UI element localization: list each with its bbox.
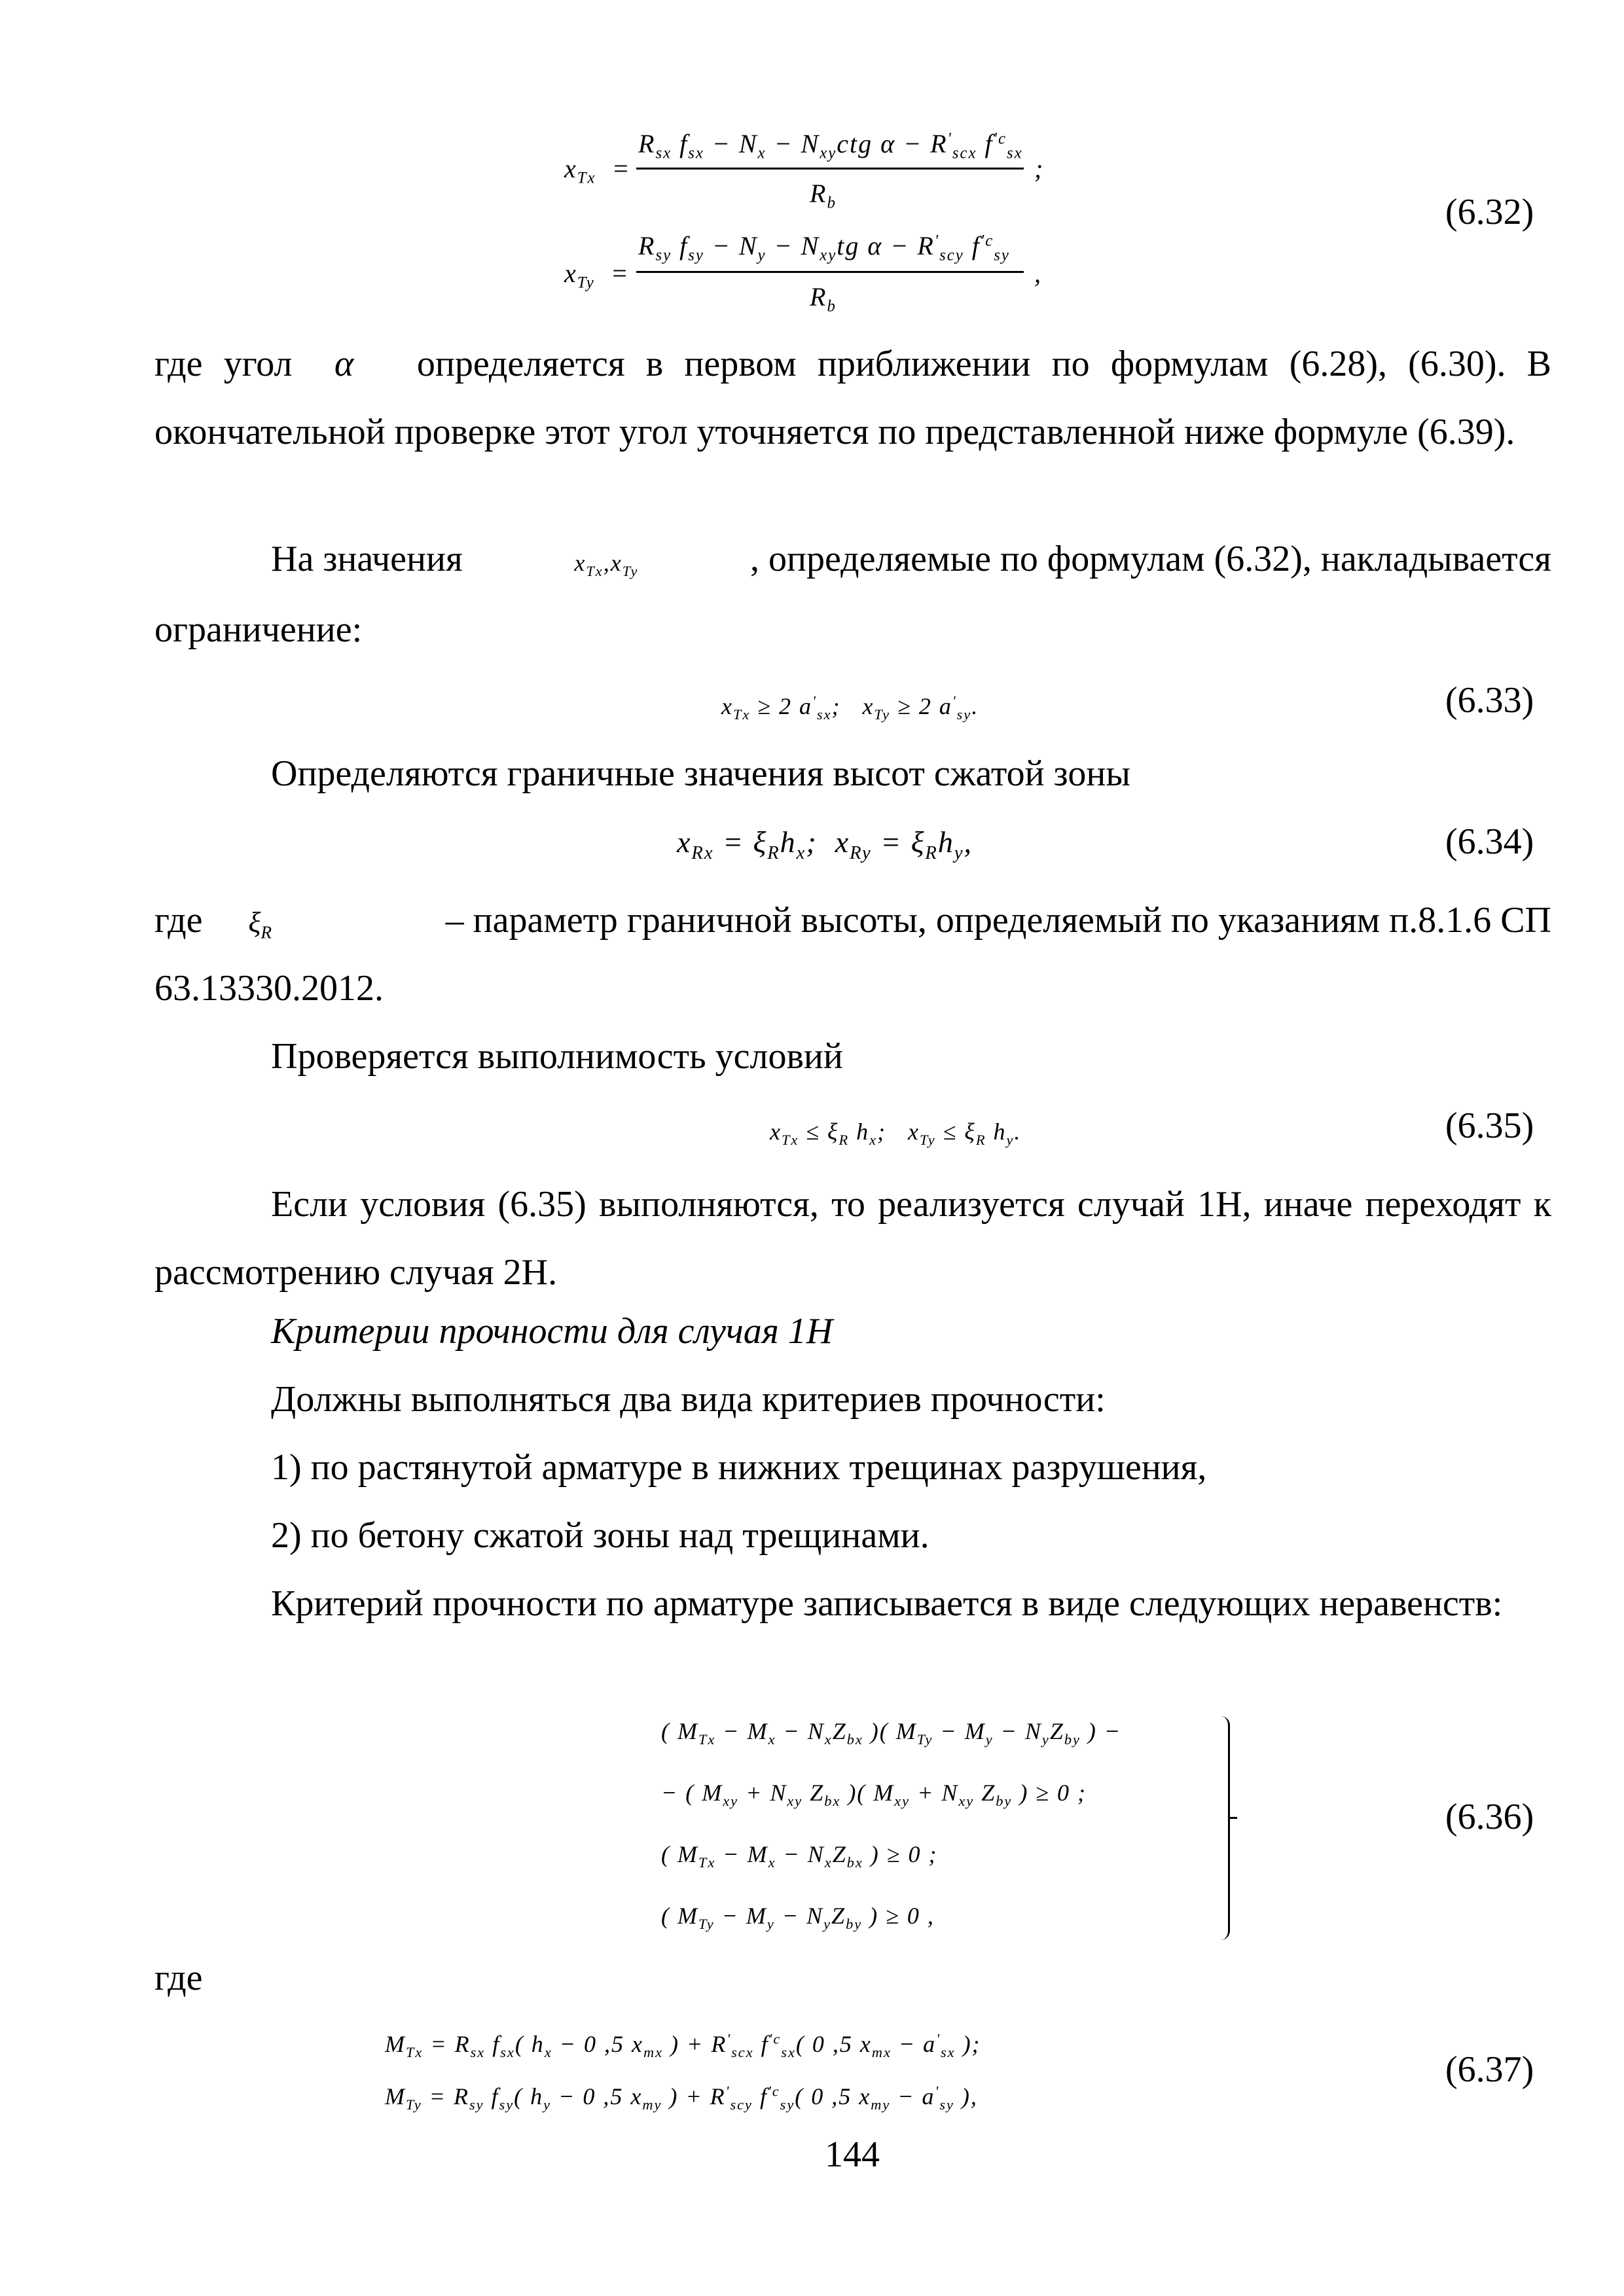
eq635-formula: $x_{Tx} \le \xi_R$ $h_x$; $x_{Ty} \le \xi_R$ $h_y$. [770,1119,1022,1148]
xi-r-symbol: $\xi_R$ [248,906,272,942]
alpha-symbol: α [334,344,354,384]
eq634-number: (6.34) [1445,821,1534,862]
paragraph-values-line1: На значения $x_{Tx},x_{Ty}$ , определяемые по формулам (6.32), накладывается [271,539,1551,579]
eq632-denominator-2: $R_b$ [810,282,837,315]
paragraph-check-conditions: Проверяется выполнимость условий [271,1036,843,1077]
paragraph-reinforcement-criterion: Критерий прочности по арматуре записывается в виде следующих неравенств: [271,1583,1503,1624]
paragraph-boundary-heights: Определяются граничные значения высот сжатой зоны [271,753,1130,794]
paragraph-case-1h: Если условия (6.35) выполняются, то реализуется случай 1Н, иначе переходят к рассмотрению случая 2Н. [154,1184,1551,1293]
page-number: 144 [825,2134,880,2175]
eq632-numerator-1: $R_{sx}$ $f_{sx} - N_x - N_{xy}ctg$ $\alpha - R'_{scx}$ $f^{'c}_{sx}$ [638,129,1023,162]
list-item-1: 1) по растянутой арматуре в нижних трещинах разрушения, [271,1447,1207,1488]
eq632-number: (6.32) [1445,192,1534,232]
eq636-line1: ( $M_{Tx} - M_x - N_xZ_{bx}$ )( $M_{Ty} - M_y - N_yZ_{by}$ ) − [661,1718,1122,1748]
eq636-brace-lower [1219,1827,1230,1940]
eq632-semicolon: ; [1034,154,1045,183]
eq633-formula: $x_{Tx} \ge 2$ $a'_{sx}$; $x_{Ty} \ge 2$ $a'_{sy}$. [721,692,979,723]
list-item-2: 2) по бетону сжатой зоны над трещинами. [271,1515,929,1556]
paragraph-values-line2: ограничение: [154,609,363,650]
eq632-comma: , [1034,259,1042,288]
paragraph-xi-r-line1: где $\xi_R$ – параметр граничной высоты, определяемый по указаниям п.8.1.6 СП [154,900,1551,942]
eq636-line3: ( $M_{Tx} - M_x - N_xZ_{bx}$ ) ≥ 0 ; [661,1841,938,1871]
eq632-fraction-bar-2 [636,271,1024,273]
eq633-number: (6.33) [1445,680,1534,721]
paragraph-xi-r-line2: 63.13330.2012. [154,968,384,1009]
eq637-line1: $M_{Tx} = R_{sx}$ $f_{sx}$( $h_x - 0$ ,5 $x_{mx}$ ) + $R'_{scx}$ $f^{'c}_{sx}$( 0 ,5 $x_{mx} - a'_{sx}$ ); [385,2030,981,2060]
eq637-line2: $M_{Ty} = R_{sy}$ $f_{sy}$( $h_y - 0$ ,5 $x_{my}$ ) + $R'_{scy}$ $f^{'c}_{sy}$( 0 ,5 $x_{my} - a'_{sy}$ ), [385,2083,978,2113]
eq636-brace-upper [1219,1716,1230,1827]
eq636-line2: − ( $M_{xy} + N_{xy}$ $Z_{bx}$ )( $M_{xy} + N_{xy}$ $Z_{by}$ ) ≥ 0 ; [661,1780,1087,1809]
eq636-number: (6.36) [1445,1797,1534,1837]
eq636-brace-tip [1228,1817,1237,1819]
inline-x-tx-ty: $x_{Tx},x_{Ty}$ [574,550,639,579]
eq632-numerator-2: $R_{sy}$ $f_{sy} - N_y - N_{xy}tg$ $\alpha - R'_{scy}$ $f^{'c}_{sy}$ [638,231,1010,264]
eq632-denominator-1: $R_b$ [810,179,837,212]
eq635-number: (6.35) [1445,1105,1534,1146]
eq634-formula: $x_{Rx} = \xi_Rh_x$; $x_{Ry} = \xi_Rh_y$, [677,825,973,863]
eq637-number: (6.37) [1445,2049,1534,2090]
paragraph-where: где [154,1958,203,1998]
eq632-lhs-x-ty: $x_{Ty}$ = [564,259,630,292]
section-heading-criteria: Критерии прочности для случая 1Н [271,1311,833,1352]
paragraph-two-criteria: Должны выполняться два вида критериев прочности: [271,1379,1106,1420]
eq636-line4: ( $M_{Ty} - M_y - N_yZ_{by}$ ) ≥ 0 , [661,1903,935,1932]
eq632-fraction-bar-1 [636,168,1024,170]
paragraph-angle-alpha: где угол α определяется в первом приближении по формулам (6.28), (6.30). В окончательной проверке этот угол уточняется по представленной ниже формуле (6.39). [154,344,1552,452]
eq632-lhs-x-tx: $x_{Tx}$ = [564,154,631,187]
